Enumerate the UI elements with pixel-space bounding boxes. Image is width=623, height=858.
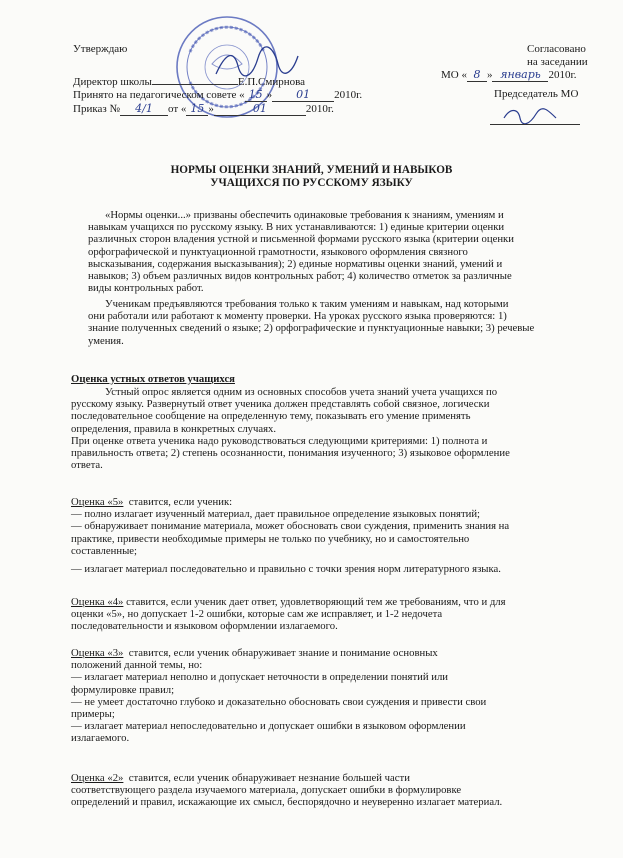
mo-year: 2010г. xyxy=(548,69,577,81)
grade-5-item: — излагает материал последовательно и правильно с точки зрения норм литературного языка. xyxy=(71,563,501,576)
order-month: 01 xyxy=(214,103,306,116)
approve-label: Утверждаю xyxy=(73,43,128,55)
mo-month: январь xyxy=(492,69,548,82)
agreed-label: Согласовано xyxy=(527,43,586,55)
meeting-label: на заседании xyxy=(527,56,588,68)
director-name: Е.П.Смирнова xyxy=(237,76,306,88)
intro-paragraph-1: «Нормы оценки...» призваны обеспечить одинаковые требования к знаниям, умениям и навыкам учащихся по русскому языку. В них устанавливаются: 1) единые критерии оценки различных сторон владения устной и письменной формами русского языка (критерии оценки орфографической и пунктуационной грамотности, языкового оформления связного высказывания, содержания высказывания); 2) единые нормативы оценки знаний, умений и навыков; 3) объем различных видов контрольных работ; 4) количество отметок за различные виды контрольных работ. xyxy=(88,209,514,295)
order-number: 4/1 xyxy=(120,103,168,116)
oral-paragraph-1: Устный опрос является одним из основных способов учета знаний учета учащихся по русскому языку. Развернутый ответ ученика должен представлять собой связное, логически последовательное сообщение на определенную тему, показывать его умение применять определения, правила в конкретных случаях. xyxy=(71,386,498,435)
grade-2-block: Оценка «2» ставится, если ученик обнаруживает незнание большей части соответствующего раздела изучаемого материала, допускает ошибки в формулировке определений и правил, искажающие их смысл, беспорядочно и неуверенно излагает материал. xyxy=(71,772,503,809)
order-line: Приказ № 4/1 от « 15 » 01 2010г. xyxy=(73,102,334,115)
council-month: 01 xyxy=(272,89,334,102)
director-label: Директор школы xyxy=(73,76,152,88)
grade-5-block: Оценка «5» ставится, если ученик: — полно излагает изученный материал, дает правильное определение языковых понятий; — обнаруживает понимание материала, может обосновать свои суждения, применить знания на практике, привести необходимые примеры не только по учебнику, но и самостоятельно составленные; — излагает материал последовательно и правильно с точки зрения норм литературного языка. xyxy=(71,496,581,575)
grade-4-label: Оценка «4» xyxy=(71,596,124,608)
council-line: Принято на педагогическом совете « 15 » 01 2010г. xyxy=(73,88,363,101)
intro-paragraph-2: Ученикам предъявляются требования только к таким умениям и навыкам, над которыми они работали или работают к моменту проверки. На уроках русского языка проверяются: 1) знание полученных сведений о языке; 2) орфографические и пунктуационные навыки; 3) речевые умения. xyxy=(88,298,535,347)
mo-head-label: Председатель МО xyxy=(494,88,579,100)
director-line xyxy=(73,76,305,88)
grade-5-item: — полно излагает изученный материал, дает правильное определение языковых понятий; xyxy=(71,508,481,521)
grade-3-label: Оценка «3» xyxy=(71,647,124,659)
mo-signature-line xyxy=(490,116,580,128)
grade-2-label: Оценка «2» xyxy=(71,772,124,784)
grade-5-item: — обнаруживает понимание материала, может обосновать свои суждения, применить знания на xyxy=(71,520,510,533)
council-year: 2010г. xyxy=(334,89,363,101)
order-year: 2010г. xyxy=(305,103,334,115)
order-from: от « xyxy=(167,103,187,115)
council-day: 15 xyxy=(245,89,267,102)
order-prefix: Приказ № xyxy=(73,103,120,115)
mo-day: 8 xyxy=(467,69,487,82)
signature-blank xyxy=(152,84,238,85)
document-title-line1: НОРМЫ ОЦЕНКИ ЗНАНИЙ, УМЕНИЙ И НАВЫКОВ xyxy=(170,164,453,176)
grade-4-block: Оценка «4» ставится, если ученик дает ответ, удовлетворяющий тем же требованиям, что и для оценки «5», но допускает 1-2 ошибки, которые сам же исправляет, и 1-2 недочета последовательности и языковом оформлении излагаемого. xyxy=(71,596,506,633)
grade-5-label: Оценка «5» xyxy=(71,496,124,508)
council-prefix: Принято на педагогическом совете « xyxy=(73,89,245,101)
grade-3-block: Оценка «3» ставится, если ученик обнаруживает знание и понимание основных положений данной темы, но: — излагает материал неполно и допускает неточности в определении понятий или формулировке правил; — не умеет достаточно глубоко и доказательно обосновать свои суждения и привести свои примеры; — излагает материал непоследовательно и допускает ошибки в языковом оформлении излагаемого. xyxy=(71,647,487,745)
order-day: 15 xyxy=(186,103,208,116)
oral-paragraph-2: При оценке ответа ученика надо руководствоваться следующими критериями: 1) полнота и правильность ответа; 2) степень осознанности, понимания изученного; 3) языковое оформление ответа. xyxy=(71,435,510,472)
oral-answers-heading: Оценка устных ответов учащихся xyxy=(71,373,235,385)
mo-prefix: МО « xyxy=(441,69,467,81)
mo-date-line: МО « 8 » январь 2010г. xyxy=(441,68,577,81)
document-title-line2: УЧАЩИХСЯ ПО РУССКОМУ ЯЗЫКУ xyxy=(210,177,413,189)
